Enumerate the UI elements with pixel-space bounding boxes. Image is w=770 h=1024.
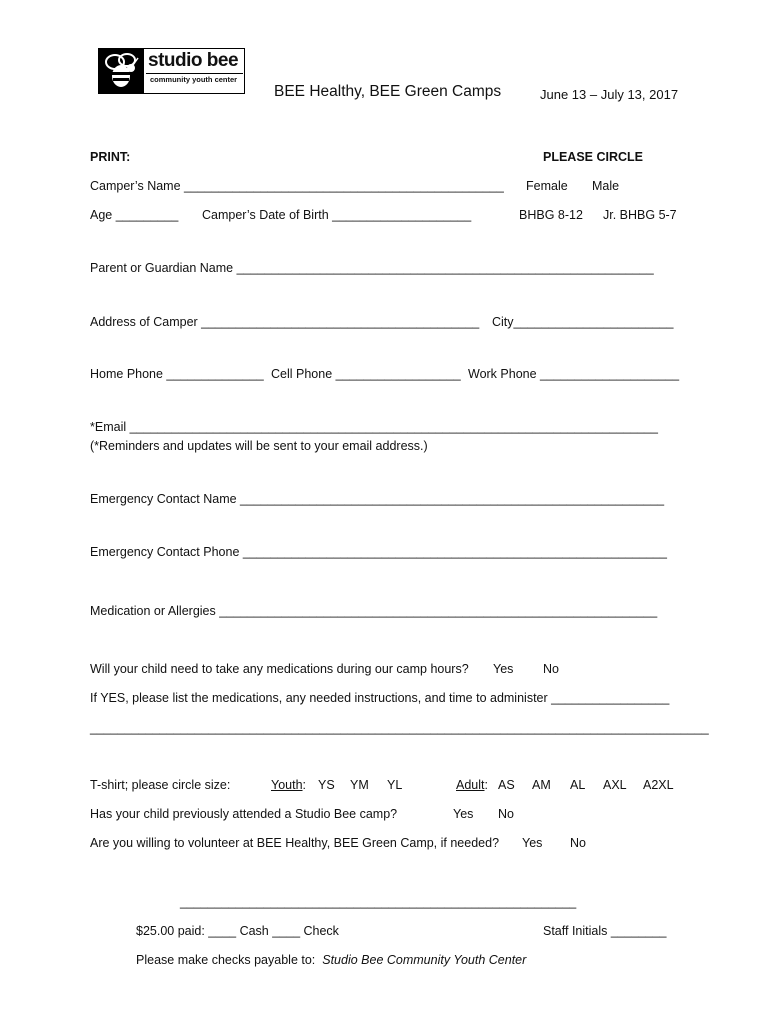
logo-divider bbox=[146, 73, 243, 74]
gender-option-male[interactable]: Male bbox=[592, 179, 620, 193]
size-option-axl[interactable]: AXL bbox=[603, 778, 627, 792]
size-option-am[interactable]: AM bbox=[532, 778, 551, 792]
age-field[interactable]: Age _________ bbox=[90, 208, 179, 222]
medication-allergies-field[interactable]: Medication or Allergies _______________________________________________________________ bbox=[90, 604, 658, 618]
youth-colon: : bbox=[302, 778, 307, 792]
guardian-name-field[interactable]: Parent or Guardian Name ____________________________________________________________ bbox=[90, 261, 654, 275]
size-option-ys[interactable]: YS bbox=[318, 778, 335, 792]
volunteer-yes-option[interactable]: Yes bbox=[522, 836, 543, 850]
home-phone-field[interactable]: Home Phone ______________ bbox=[90, 367, 264, 381]
please-circle-label: PLEASE CIRCLE bbox=[543, 150, 644, 164]
medication-yes-option[interactable]: Yes bbox=[493, 662, 514, 676]
size-option-al[interactable]: AL bbox=[570, 778, 586, 792]
medication-no-option[interactable]: No bbox=[543, 662, 559, 676]
logo-name: studio bee bbox=[148, 50, 239, 71]
attended-yes-option[interactable]: Yes bbox=[453, 807, 474, 821]
size-option-a2xl[interactable]: A2XL bbox=[643, 778, 674, 792]
payment-field[interactable]: $25.00 paid: ____ Cash ____ Check bbox=[136, 924, 339, 938]
work-phone-field[interactable]: Work Phone ____________________ bbox=[468, 367, 680, 381]
attended-no-option[interactable]: No bbox=[498, 807, 514, 821]
camp-dates: June 13 – July 13, 2017 bbox=[540, 87, 679, 102]
logo-subtitle: community youth center bbox=[150, 75, 238, 84]
size-option-yl[interactable]: YL bbox=[387, 778, 403, 792]
adult-colon: : bbox=[484, 778, 488, 792]
size-option-as[interactable]: AS bbox=[498, 778, 515, 792]
camper-name-field[interactable]: Camper’s Name ______________________________________________ bbox=[90, 179, 504, 193]
adult-size-group bbox=[456, 778, 488, 793]
volunteer-question: Are you willing to volunteer at BEE Healthy, BEE Green Camp, if needed? bbox=[90, 836, 500, 850]
payable-to: Studio Bee Community Youth Center bbox=[322, 953, 527, 967]
attended-question: Has your child previously attended a Studio Bee camp? bbox=[90, 807, 398, 821]
size-option-ym[interactable]: YM bbox=[350, 778, 369, 792]
program-option-jr-bhbg[interactable]: Jr. BHBG 5-7 bbox=[603, 208, 677, 222]
youth-size-group bbox=[271, 778, 306, 793]
youth-label: Youth bbox=[271, 778, 303, 792]
city-field[interactable]: City_______________________ bbox=[492, 315, 674, 329]
medication-list-field[interactable]: If YES, please list the medications, any needed instructions, and time to administer _________________ bbox=[90, 691, 670, 705]
print-label: PRINT: bbox=[90, 150, 131, 164]
email-note: (*Reminders and updates will be sent to your email address.) bbox=[90, 439, 428, 453]
program-option-bhbg[interactable]: BHBG 8-12 bbox=[519, 208, 583, 222]
cell-phone-field[interactable]: Cell Phone __________________ bbox=[271, 367, 461, 381]
signature-line[interactable]: _________________________________________________________ bbox=[180, 895, 577, 909]
payable-note bbox=[136, 953, 526, 968]
studio-bee-logo bbox=[98, 48, 245, 94]
emergency-contact-name-field[interactable]: Emergency Contact Name _____________________________________________________________ bbox=[90, 492, 665, 506]
gender-option-female[interactable]: Female bbox=[526, 179, 568, 193]
bee-icon bbox=[98, 48, 144, 94]
tshirt-label: T-shirt; please circle size: bbox=[90, 778, 231, 792]
dob-field[interactable]: Camper’s Date of Birth ____________________ bbox=[202, 208, 472, 222]
medication-extra-line[interactable]: _________________________________________________________________________________________ bbox=[90, 721, 709, 735]
address-field[interactable]: Address of Camper ________________________________________ bbox=[90, 315, 480, 329]
volunteer-no-option[interactable]: No bbox=[570, 836, 586, 850]
adult-label: Adult bbox=[456, 778, 485, 792]
staff-initials-field[interactable]: Staff Initials ________ bbox=[543, 924, 667, 938]
emergency-contact-phone-field[interactable]: Emergency Contact Phone _____________________________________________________________ bbox=[90, 545, 667, 559]
medication-question: Will your child need to take any medications during our camp hours? bbox=[90, 662, 469, 676]
email-field[interactable]: *Email ____________________________________________________________________________ bbox=[90, 420, 658, 434]
payable-prefix: Please make checks payable to: bbox=[136, 953, 316, 967]
form-title: BEE Healthy, BEE Green Camps bbox=[274, 83, 502, 100]
